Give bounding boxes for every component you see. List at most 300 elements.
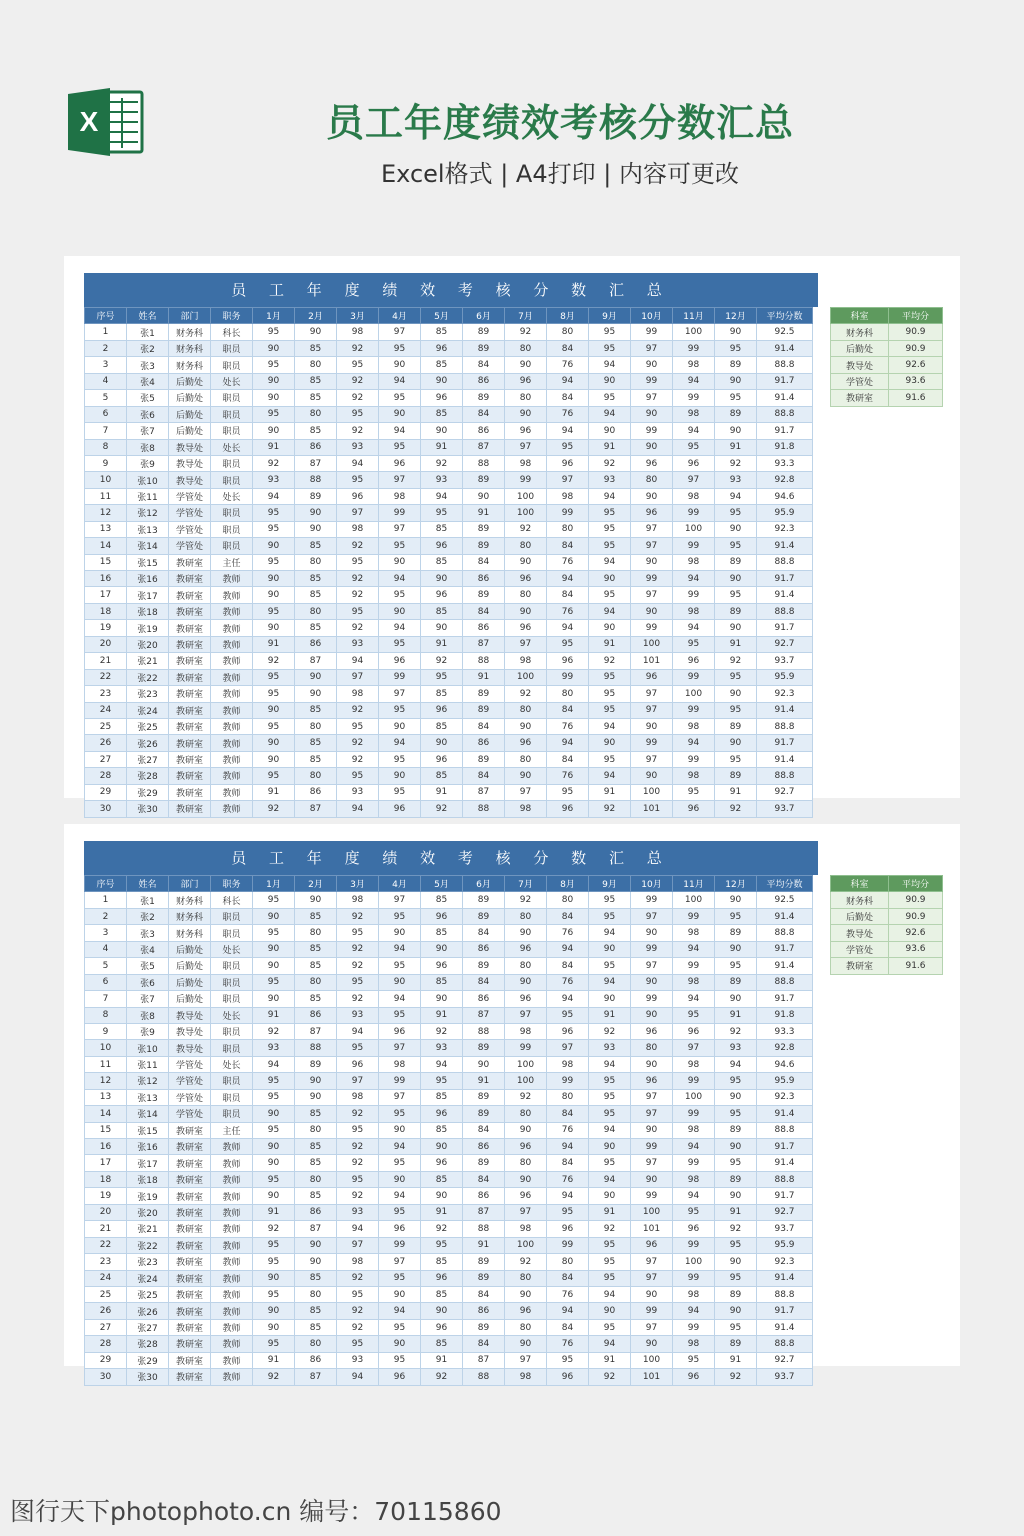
table-row [85, 455, 813, 471]
table-cell: 教研室 [169, 686, 211, 702]
table-cell: 张30 [127, 1369, 169, 1385]
table-cell: 89 [463, 1040, 505, 1056]
table-cell: 教师 [211, 587, 253, 603]
table-cell: 80 [505, 1319, 547, 1335]
table-cell: 96 [337, 1056, 379, 1072]
table-cell: 92 [337, 373, 379, 389]
table-cell: 96 [379, 1023, 421, 1039]
table-cell: 张25 [127, 718, 169, 734]
table-cell: 97 [337, 1237, 379, 1253]
table-cell: 94 [547, 941, 589, 957]
table-cell: 94 [379, 1188, 421, 1204]
summary-cell: 91.6 [889, 958, 943, 974]
table-cell: 89 [463, 1155, 505, 1171]
table-cell: 财务科 [169, 357, 211, 373]
table-cell: 90 [421, 991, 463, 1007]
table-row [85, 1007, 813, 1023]
table-cell: 96 [631, 1237, 673, 1253]
table-cell: 88.8 [757, 603, 813, 619]
table-cell: 94 [379, 620, 421, 636]
column-header: 8月 [547, 876, 589, 892]
table-cell: 90 [295, 1073, 337, 1089]
table-cell: 91.8 [757, 1007, 813, 1023]
table-cell: 76 [547, 406, 589, 422]
table-cell: 94 [673, 991, 715, 1007]
column-header: 序号 [85, 876, 127, 892]
table-cell: 101 [631, 801, 673, 817]
table-cell: 处长 [211, 373, 253, 389]
table-cell: 95 [589, 521, 631, 537]
table-cell: 职员 [211, 357, 253, 373]
table-cell: 90 [715, 571, 757, 587]
table-cell: 80 [295, 554, 337, 570]
table-cell: 教师 [211, 1303, 253, 1319]
table-cell: 30 [85, 801, 127, 817]
table-cell: 99 [631, 1303, 673, 1319]
summary-cell: 90.9 [889, 340, 943, 356]
table-cell: 90 [631, 439, 673, 455]
table-cell: 95 [253, 768, 295, 784]
table-cell: 教研室 [169, 751, 211, 767]
table-cell: 90 [379, 406, 421, 422]
table-cell: 6 [85, 406, 127, 422]
table-cell: 92 [589, 1221, 631, 1237]
table-cell: 95 [715, 669, 757, 685]
table-cell: 19 [85, 620, 127, 636]
table-cell: 84 [463, 768, 505, 784]
table-cell: 22 [85, 1237, 127, 1253]
table-cell: 90 [631, 768, 673, 784]
table-cell: 92 [337, 1270, 379, 1286]
table-cell: 教研室 [169, 1237, 211, 1253]
table-cell: 95 [337, 974, 379, 990]
table-cell: 学管处 [169, 1106, 211, 1122]
table-cell: 87 [295, 1221, 337, 1237]
table-cell: 85 [421, 1122, 463, 1138]
table-cell: 85 [421, 1254, 463, 1270]
table-cell: 张13 [127, 1089, 169, 1105]
table-cell: 学管处 [169, 521, 211, 537]
table-cell: 85 [295, 908, 337, 924]
score-table [84, 875, 813, 1386]
table-row [85, 768, 813, 784]
table-cell: 100 [631, 636, 673, 652]
table-cell: 97 [505, 1352, 547, 1368]
table-cell: 97 [337, 1073, 379, 1089]
table-cell: 95 [379, 587, 421, 603]
table-cell: 后勤处 [169, 373, 211, 389]
table-cell: 85 [295, 1319, 337, 1335]
table-cell: 97 [379, 1089, 421, 1105]
table-cell: 93 [337, 636, 379, 652]
table-cell: 91.4 [757, 958, 813, 974]
table-row [85, 1319, 813, 1335]
table-cell: 96 [505, 1303, 547, 1319]
table-cell: 92 [337, 735, 379, 751]
table-cell: 95 [379, 1352, 421, 1368]
table-cell: 93 [337, 439, 379, 455]
table-cell: 96 [421, 1270, 463, 1286]
table-cell: 95 [337, 1336, 379, 1352]
table-cell: 13 [85, 1089, 127, 1105]
table-cell: 97 [379, 892, 421, 908]
table-cell: 91.7 [757, 423, 813, 439]
table-cell: 93.3 [757, 455, 813, 471]
table-cell: 96 [421, 958, 463, 974]
table-cell: 85 [421, 925, 463, 941]
column-header: 12月 [715, 876, 757, 892]
table-cell: 93 [337, 1352, 379, 1368]
table-cell: 84 [463, 718, 505, 734]
table-cell: 90 [715, 941, 757, 957]
table-cell: 张5 [127, 958, 169, 974]
table-cell: 5 [85, 958, 127, 974]
table-cell: 84 [463, 554, 505, 570]
table-cell: 89 [715, 1171, 757, 1187]
table-cell: 96 [421, 702, 463, 718]
table-cell: 85 [421, 1089, 463, 1105]
table-cell: 94.6 [757, 488, 813, 504]
table-cell: 94 [589, 768, 631, 784]
table-cell: 99 [379, 1237, 421, 1253]
table-cell: 90 [631, 1286, 673, 1302]
table-cell: 89 [463, 324, 505, 340]
table-cell: 91 [589, 784, 631, 800]
table-cell: 96 [421, 390, 463, 406]
summary-cell: 学管处 [831, 941, 889, 957]
table-row [85, 941, 813, 957]
table-cell: 张28 [127, 1336, 169, 1352]
table-cell: 80 [631, 1040, 673, 1056]
table-row [85, 1056, 813, 1072]
table-cell: 96 [505, 941, 547, 957]
table-cell: 教师 [211, 768, 253, 784]
table-cell: 94 [673, 620, 715, 636]
table-cell: 92 [421, 653, 463, 669]
table-cell: 91 [253, 636, 295, 652]
summary-cell: 90.9 [889, 324, 943, 340]
table-cell: 97 [631, 751, 673, 767]
table-cell: 90 [631, 1171, 673, 1187]
table-cell: 80 [505, 1155, 547, 1171]
table-cell: 92 [337, 571, 379, 587]
table-cell: 76 [547, 768, 589, 784]
table-cell: 98 [505, 1221, 547, 1237]
table-cell: 98 [379, 488, 421, 504]
table-cell: 93.7 [757, 1369, 813, 1385]
table-cell: 95 [715, 1270, 757, 1286]
table-cell: 90 [589, 1188, 631, 1204]
table-cell: 96 [547, 1369, 589, 1385]
table-cell: 张15 [127, 554, 169, 570]
table-cell: 教师 [211, 1221, 253, 1237]
table-cell: 99 [673, 1270, 715, 1286]
table-cell: 92.7 [757, 784, 813, 800]
table-cell: 90 [589, 735, 631, 751]
table-row [85, 801, 813, 817]
table-row [85, 1106, 813, 1122]
table-cell: 14 [85, 1106, 127, 1122]
table-cell: 1 [85, 324, 127, 340]
summary-table [830, 307, 943, 407]
table-cell: 91.4 [757, 702, 813, 718]
table-cell: 90 [295, 892, 337, 908]
table-cell: 96 [505, 1139, 547, 1155]
column-header: 12月 [715, 308, 757, 324]
table-cell: 99 [631, 941, 673, 957]
table-cell: 90 [505, 1336, 547, 1352]
table-cell: 90 [253, 1188, 295, 1204]
table-cell: 90 [253, 1155, 295, 1171]
table-row [85, 1040, 813, 1056]
table-cell: 教师 [211, 636, 253, 652]
table-cell: 张24 [127, 702, 169, 718]
table-cell: 95.9 [757, 669, 813, 685]
column-header: 11月 [673, 876, 715, 892]
table-cell: 90 [253, 571, 295, 587]
table-cell: 84 [547, 587, 589, 603]
table-cell: 教师 [211, 1139, 253, 1155]
table-cell: 88 [463, 1221, 505, 1237]
table-cell: 92 [337, 1319, 379, 1335]
table-row [85, 472, 813, 488]
table-cell: 95 [337, 718, 379, 734]
table-cell: 76 [547, 1286, 589, 1302]
table-cell: 87 [463, 784, 505, 800]
table-cell: 教师 [211, 571, 253, 587]
table-cell: 91 [463, 1237, 505, 1253]
table-cell: 94 [589, 1171, 631, 1187]
table-cell: 92 [253, 801, 295, 817]
table-cell: 90 [589, 571, 631, 587]
table-cell: 99 [673, 1073, 715, 1089]
table-cell: 96 [505, 991, 547, 1007]
table-cell: 95 [379, 340, 421, 356]
table-cell: 90 [379, 1122, 421, 1138]
table-cell: 张15 [127, 1122, 169, 1138]
table-cell: 95 [589, 1073, 631, 1089]
table-row [85, 1336, 813, 1352]
table-cell: 张11 [127, 1056, 169, 1072]
table-cell: 92 [505, 1089, 547, 1105]
table-cell: 97 [337, 669, 379, 685]
table-cell: 张12 [127, 1073, 169, 1089]
table-cell: 95 [547, 439, 589, 455]
table-cell: 教师 [211, 784, 253, 800]
summary-header-row [831, 876, 943, 892]
sheet-title: 员 工 年 度 绩 效 考 核 分 数 汇 总 [84, 273, 818, 307]
table-cell: 处长 [211, 1056, 253, 1072]
table-row [85, 784, 813, 800]
table-cell: 95.9 [757, 1237, 813, 1253]
column-header: 10月 [631, 876, 673, 892]
table-cell: 教研室 [169, 784, 211, 800]
table-cell: 96 [421, 1155, 463, 1171]
table-cell: 94 [589, 974, 631, 990]
table-cell: 96 [673, 1369, 715, 1385]
table-cell: 96 [421, 538, 463, 554]
table-cell: 张17 [127, 587, 169, 603]
table-cell: 职员 [211, 908, 253, 924]
table-cell: 教研室 [169, 718, 211, 734]
table-cell: 89 [715, 1286, 757, 1302]
table-cell: 财务科 [169, 324, 211, 340]
sheet-preview-1 [64, 256, 960, 816]
table-cell: 89 [715, 554, 757, 570]
column-header: 8月 [547, 308, 589, 324]
table-cell: 张29 [127, 1352, 169, 1368]
table-cell: 95 [715, 587, 757, 603]
table-cell: 88 [295, 472, 337, 488]
table-cell: 94 [589, 406, 631, 422]
table-cell: 95 [715, 1237, 757, 1253]
table-row [85, 1286, 813, 1302]
table-cell: 95 [589, 908, 631, 924]
table-cell: 100 [673, 1254, 715, 1270]
column-header: 1月 [253, 876, 295, 892]
table-cell: 90 [253, 1303, 295, 1319]
table-cell: 90 [505, 357, 547, 373]
table-cell: 7 [85, 991, 127, 1007]
table-cell: 教师 [211, 1237, 253, 1253]
table-cell: 90 [379, 554, 421, 570]
table-cell: 13 [85, 521, 127, 537]
table-cell: 张22 [127, 1237, 169, 1253]
table-cell: 92.3 [757, 686, 813, 702]
table-cell: 100 [505, 1237, 547, 1253]
table-cell: 90 [631, 1336, 673, 1352]
table-cell: 95.9 [757, 1073, 813, 1089]
table-cell: 职员 [211, 1106, 253, 1122]
table-cell: 84 [547, 751, 589, 767]
table-cell: 95 [589, 669, 631, 685]
table-cell: 92 [505, 1254, 547, 1270]
table-cell: 91 [715, 1007, 757, 1023]
table-cell: 90 [421, 941, 463, 957]
table-cell: 教研室 [169, 603, 211, 619]
table-cell: 16 [85, 1139, 127, 1155]
table-cell: 95 [379, 390, 421, 406]
table-cell: 张4 [127, 941, 169, 957]
table-cell: 95 [589, 1106, 631, 1122]
table-cell: 95 [589, 324, 631, 340]
table-cell: 职员 [211, 455, 253, 471]
table-cell: 93 [589, 1040, 631, 1056]
table-cell: 92 [715, 801, 757, 817]
sheet-viewport [84, 841, 944, 1384]
table-cell: 19 [85, 1188, 127, 1204]
table-cell: 76 [547, 974, 589, 990]
table-cell: 96 [673, 801, 715, 817]
table-cell: 89 [715, 925, 757, 941]
column-header: 部门 [169, 876, 211, 892]
table-cell: 88 [463, 801, 505, 817]
page-subtitle: Excel格式 | A4打印 | 内容可更改 [381, 160, 739, 188]
table-cell: 90 [715, 1254, 757, 1270]
table-cell: 97 [673, 472, 715, 488]
table-cell: 99 [631, 324, 673, 340]
table-cell: 97 [505, 439, 547, 455]
table-cell: 张1 [127, 324, 169, 340]
table-row [85, 686, 813, 702]
table-cell: 95 [253, 406, 295, 422]
table-cell: 99 [673, 958, 715, 974]
excel-logo-letter: X [79, 106, 99, 137]
table-cell: 91 [589, 1352, 631, 1368]
table-cell: 90 [253, 702, 295, 718]
table-cell: 86 [463, 1303, 505, 1319]
table-cell: 99 [631, 620, 673, 636]
table-cell: 91.4 [757, 538, 813, 554]
table-row [85, 423, 813, 439]
column-header: 4月 [379, 876, 421, 892]
summary-column-header: 平均分 [889, 308, 943, 324]
table-cell: 90 [505, 1286, 547, 1302]
column-header: 部门 [169, 308, 211, 324]
table-cell: 90 [253, 908, 295, 924]
table-cell: 处长 [211, 1007, 253, 1023]
table-cell: 95 [379, 702, 421, 718]
table-cell: 95 [715, 340, 757, 356]
table-cell: 97 [379, 324, 421, 340]
table-cell: 99 [631, 892, 673, 908]
table-cell: 财务科 [169, 925, 211, 941]
column-header: 7月 [505, 876, 547, 892]
table-cell: 90 [631, 925, 673, 941]
summary-column-header: 科室 [831, 876, 889, 892]
table-cell: 94 [673, 1188, 715, 1204]
table-row [85, 505, 813, 521]
table-cell: 89 [463, 1089, 505, 1105]
table-cell: 职员 [211, 1073, 253, 1089]
table-cell: 88 [463, 653, 505, 669]
table-cell: 85 [421, 974, 463, 990]
table-cell: 91 [253, 439, 295, 455]
table-cell: 教导处 [169, 1007, 211, 1023]
table-cell: 95 [253, 669, 295, 685]
summary-cell: 91.6 [889, 390, 943, 406]
table-cell: 25 [85, 718, 127, 734]
table-cell: 91 [589, 636, 631, 652]
table-cell: 92 [337, 751, 379, 767]
table-cell: 88 [463, 1023, 505, 1039]
column-header: 5月 [421, 876, 463, 892]
table-cell: 99 [673, 702, 715, 718]
table-cell: 95 [547, 1204, 589, 1220]
table-cell: 学管处 [169, 1073, 211, 1089]
table-cell: 职员 [211, 472, 253, 488]
table-cell: 96 [379, 1369, 421, 1385]
table-cell: 80 [547, 686, 589, 702]
table-cell: 后勤处 [169, 991, 211, 1007]
table-cell: 94 [589, 1122, 631, 1138]
column-header: 平均分数 [757, 876, 813, 892]
table-cell: 93.7 [757, 653, 813, 669]
table-cell: 100 [505, 669, 547, 685]
table-cell: 90 [379, 718, 421, 734]
table-cell: 85 [295, 340, 337, 356]
summary-cell: 学管处 [831, 373, 889, 389]
table-cell: 86 [295, 1204, 337, 1220]
table-cell: 91 [589, 439, 631, 455]
table-cell: 教导处 [169, 455, 211, 471]
table-row [85, 1171, 813, 1187]
table-cell: 教研室 [169, 554, 211, 570]
summary-cell: 财务科 [831, 892, 889, 908]
table-cell: 98 [337, 521, 379, 537]
table-cell: 26 [85, 735, 127, 751]
table-cell: 95 [379, 784, 421, 800]
